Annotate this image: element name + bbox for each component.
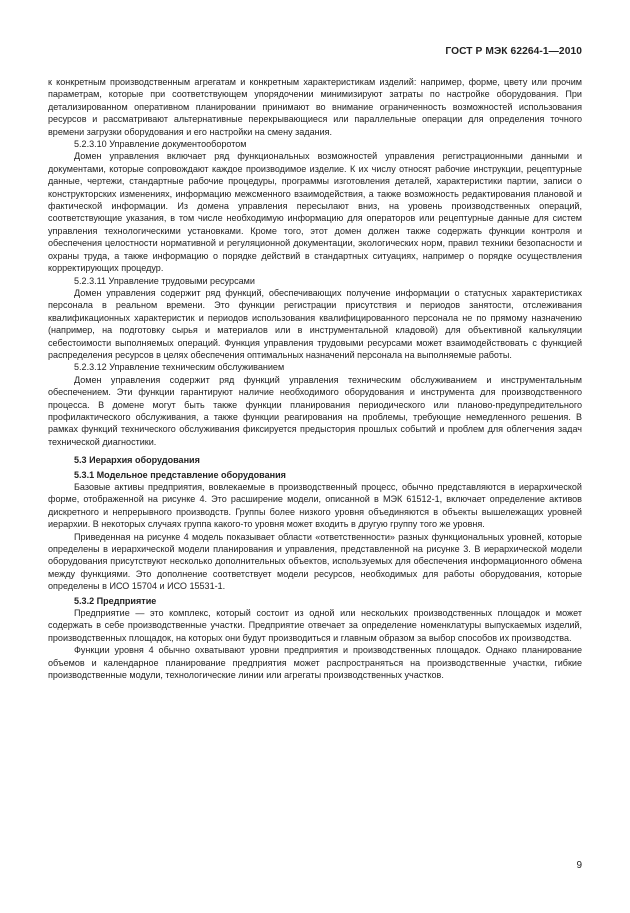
document-header: ГОСТ Р МЭК 62264-1—2010 <box>445 46 582 57</box>
page-number: 9 <box>576 860 582 871</box>
paragraph-level4-functions: Функции уровня 4 обычно охватывают уровни предприятия и производственных площадок. Однако планирование объемов и календарное планирование предприятия может распространяться на производственные участки, гибкие производственные модули, технологические линии или агрегаты производственных участков. <box>48 645 582 681</box>
section-heading-5-3-2: 5.3.2 Предприятие <box>74 595 157 606</box>
paragraph-responsibility-areas: Приведенная на рисунке 4 модель показывает области «ответственности» разных функциональных уровней, которые определены в иерархической модели планирования и управления, представленной на рисунке 3. В иерархической модели оборудования присутствуют несколько дополнительных объектов, используемых для обеспечения информационного обмена между функциями. Это дополнение соответствует модели ресурсов, необходимых для работы оборудования, которые определены в ИСО 15704 и ИСО 15531-1. <box>48 531 582 592</box>
paragraph-labor-management: Домен управления содержит ряд функций, обеспечивающих получение информации о статусных характеристиках персонала в реальном времени. Это функции регистрации присутствия и периодов занятости, отслеживания квалификационных характеристик и периодов использования квалифицированного персонала не по прямому назначению (например, на подготовку сырья и материалов или в инструментальной кладовой) для объективной калькуляции себестоимости выполняемых операций. Функция управления трудовыми ресурсами может взаимодействовать с функцией распределения ресурсов в целях обеспечения оптимальных назначений персонала на выполняемые работы. <box>48 287 582 360</box>
subsection-heading-5-2-3-12: 5.2.3.12 Управление техническим обслуживанием <box>74 362 285 373</box>
paragraph-document-management: Домен управления включает ряд функциональных возможностей управления регистрационными данными и документами, которые сопровождают каждое производимое изделие. К их числу относят рабочие инструкции, рецептурные данные, чертежи, стандартные рабочие процедуры, программы изготовления деталей, характеристики партии, записи о конструкторских изменениях, информацию межсменного взаимодействия, а также возможность редактирования плановой и фактической информации. Из домена управления пересылают вниз, на уровень производственных операций, соответствующие указания, в том числе необходимую информацию для операторов или рецептурные данные для систем управления технологическими установками. Кроме того, этот домен должен также содержать функции контроля и обеспечения целостности нормативной и регуляционной документации, экологических норм, правил техники безопасности и охраны труда, а также информацию о порядке действий в стандартных ситуациях, например о порядке осуществления корректирующих процедур. <box>48 151 582 274</box>
paragraph-enterprise-definition: Предприятие — это комплекс, который состоит из одной или нескольких производственных площадок и может содержать в себе производственные участки. Предприятие отвечает за определение номенклатуры выпускаемых изделий, производственных площадок, на которых они будут производиться и главным образом за выбор способов их производства. <box>48 608 582 643</box>
document-body <box>48 76 582 682</box>
section-heading-5-3: 5.3 Иерархия оборудования <box>74 455 200 466</box>
paragraph-maintenance-management: Домен управления содержит ряд функций управления техническим обслуживанием и инструментальным обеспечением. Эти функции гарантируют наличие необходимого оборудования и инструмента для производственного процесса. В домене могут быть также функции планирования периодического или планово-предупредительного профилактического обслуживания, а также функции реагирования на проблемы, требующие немедленного решения. В рамках функций технического обслуживания фиксируется предыстория прошлых событий и проблем для облегчения задач технической диагностики. <box>48 374 582 447</box>
paragraph-equipment-model: Базовые активы предприятия, вовлекаемые в производственный процесс, обычно представляются в иерархической форме, отображенной на рисунке 4. Это расширение модели, описанной в МЭК 61512-1, включает определение активов дискретного и непрерывного производств. Группы более низкого уровня объединяются в объекты вышележащих уровней иерархии. В некоторых случаях группа какого-то уровня может входить в другую группу того же уровня. <box>48 482 582 530</box>
section-heading-5-3-1: 5.3.1 Модельное представление оборудования <box>74 469 286 480</box>
paragraph-continuation: к конкретным производственным агрегатам и конкретным характеристикам изделий: например, форме, цвету или прочим параметрам, которые при соответствующем упорядочении минимизируют затраты по настройке оборудования. При детализированном оперативном планировании принимают во внимание ограниченность возможностей использования ресурсов и рассматривают альтернативные перекрывающиеся или параллельные операции для определения точного времени загрузки оборудования и его настройки на смену задания. <box>48 77 582 137</box>
subsection-heading-5-2-3-11: 5.2.3.11 Управление трудовыми ресурсами <box>74 275 255 286</box>
subsection-heading-5-2-3-10: 5.2.3.10 Управление документооборотом <box>74 139 247 150</box>
